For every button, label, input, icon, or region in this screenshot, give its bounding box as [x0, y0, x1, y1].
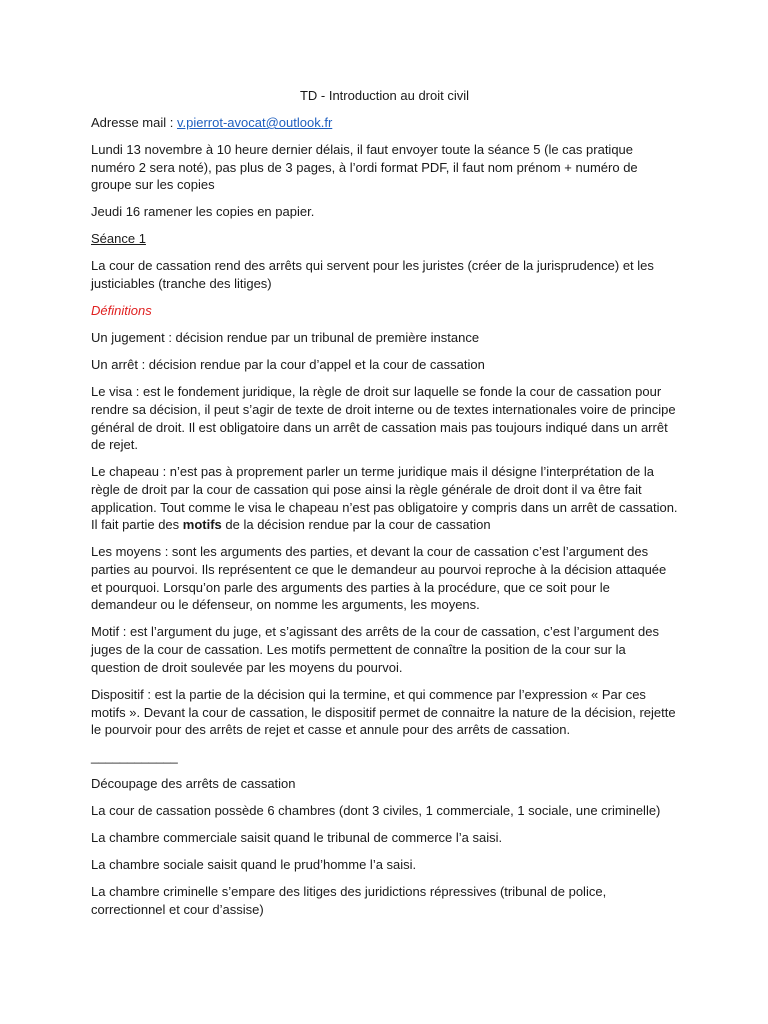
definition-arret: Un arrêt : décision rendue par la cour d’appel et la cour de cassation — [91, 357, 485, 373]
definitions-heading: Définitions — [91, 303, 152, 319]
definition-jugement: Un jugement : décision rendue par un tribunal de première instance — [91, 330, 480, 346]
paragraph-chambre-criminelle: La chambre criminelle s’empare des litiges des juridictions répressives (tribunal de police, correctionnel et cour d’assise) — [91, 884, 607, 917]
definition-moyens: Les moyens : sont les arguments des parties, et devant la cour de cassation c’est l’argument des parties au pourvoi. Ils représentent ce que le demandeur au pourvoi reproche à la décision attaquée et pourquoi. Lorsqu’on parle des arguments des parties à la procédure, que ce soit pour le demandeur ou le défenseur, on nomme les arguments, les moyens. — [91, 544, 667, 613]
chapeau-bold-motifs: motifs — [182, 517, 222, 533]
email-line — [91, 114, 678, 132]
definition-visa: Le visa : est le fondement juridique, la règle de droit sur laquelle se fonde la cour de cassation pour rendre sa décision, il peut s’agir de texte de droit interne ou de textes internationales voire de principe général de droit. Il est obligatoire dans un arrêt de cassation mais pas toujours indiqué dans un arrêt de rejet. — [91, 384, 676, 453]
email-link[interactable]: v.pierrot-avocat@outlook.fr — [176, 115, 333, 130]
decoupage-heading: Découpage des arrêts de cassation — [91, 776, 296, 792]
chapeau-text-a: Le chapeau : n’est pas à proprement parler un terme juridique mais il désigne l’interprétation de la règle de droit par la cour de cassation qui pose ainsi la règle générale de droit dont il va être fait application. Tout comme le visa le chapeau n’est pas obligatoire y compris dans un arrêt de cassation. Il fait partie des — [91, 464, 678, 533]
paragraph-cour: La cour de cassation rend des arrêts qui servent pour les juristes (créer de la jurisprudence) et les justiciables (tranche des litiges) — [91, 258, 654, 292]
seance-heading — [91, 230, 678, 248]
paragraph-chambre-commerciale: La chambre commerciale saisit quand le tribunal de commerce l’a saisi. — [91, 830, 503, 846]
definition-motif: Motif : est l’argument du juge, et s’agissant des arrêts de la cour de cassation, c’est l’argument des juges de la cour de cassation. Les motifs permettent de connaître la position de la cour sur la question de droit soulevée par les moyens du pourvoi. — [91, 624, 659, 675]
separator-line: ____________ — [91, 749, 178, 765]
definition-chapeau — [91, 463, 678, 534]
paragraph-lundi: Lundi 13 novembre à 10 heure dernier délais, il faut envoyer toute la séance 5 (le cas pratique numéro 2 sera noté), pas plus de 3 pages, à l’ordi format PDF, il faut nom prénom + numéro de groupe sur les copies — [91, 142, 638, 193]
definition-dispositif: Dispositif : est la partie de la décision qui la termine, et qui commence par l’expression « Par ces motifs ». Devant la cour de cassation, le dispositif permet de connaitre la nature de la décision, rejette le pourvoir pour des arrêts de rejet et casse et annule pour des arrêts de cassation. — [91, 686, 676, 738]
paragraph-chambre-sociale: La chambre sociale saisit quand le prud’homme l’a saisi. — [91, 857, 417, 873]
document-title: TD - Introduction au droit civil — [299, 88, 470, 103]
paragraph-jeudi: Jeudi 16 ramener les copies en papier. — [91, 204, 315, 220]
chapeau-text-b: de la décision rendue par la cour de cassation — [221, 517, 491, 533]
email-label: Adresse mail : — [91, 115, 177, 130]
paragraph-chambres: La cour de cassation possède 6 chambres (dont 3 civiles, 1 commerciale, 1 sociale, une criminelle) — [91, 803, 661, 819]
seance-label: Séance 1 — [91, 231, 146, 247]
